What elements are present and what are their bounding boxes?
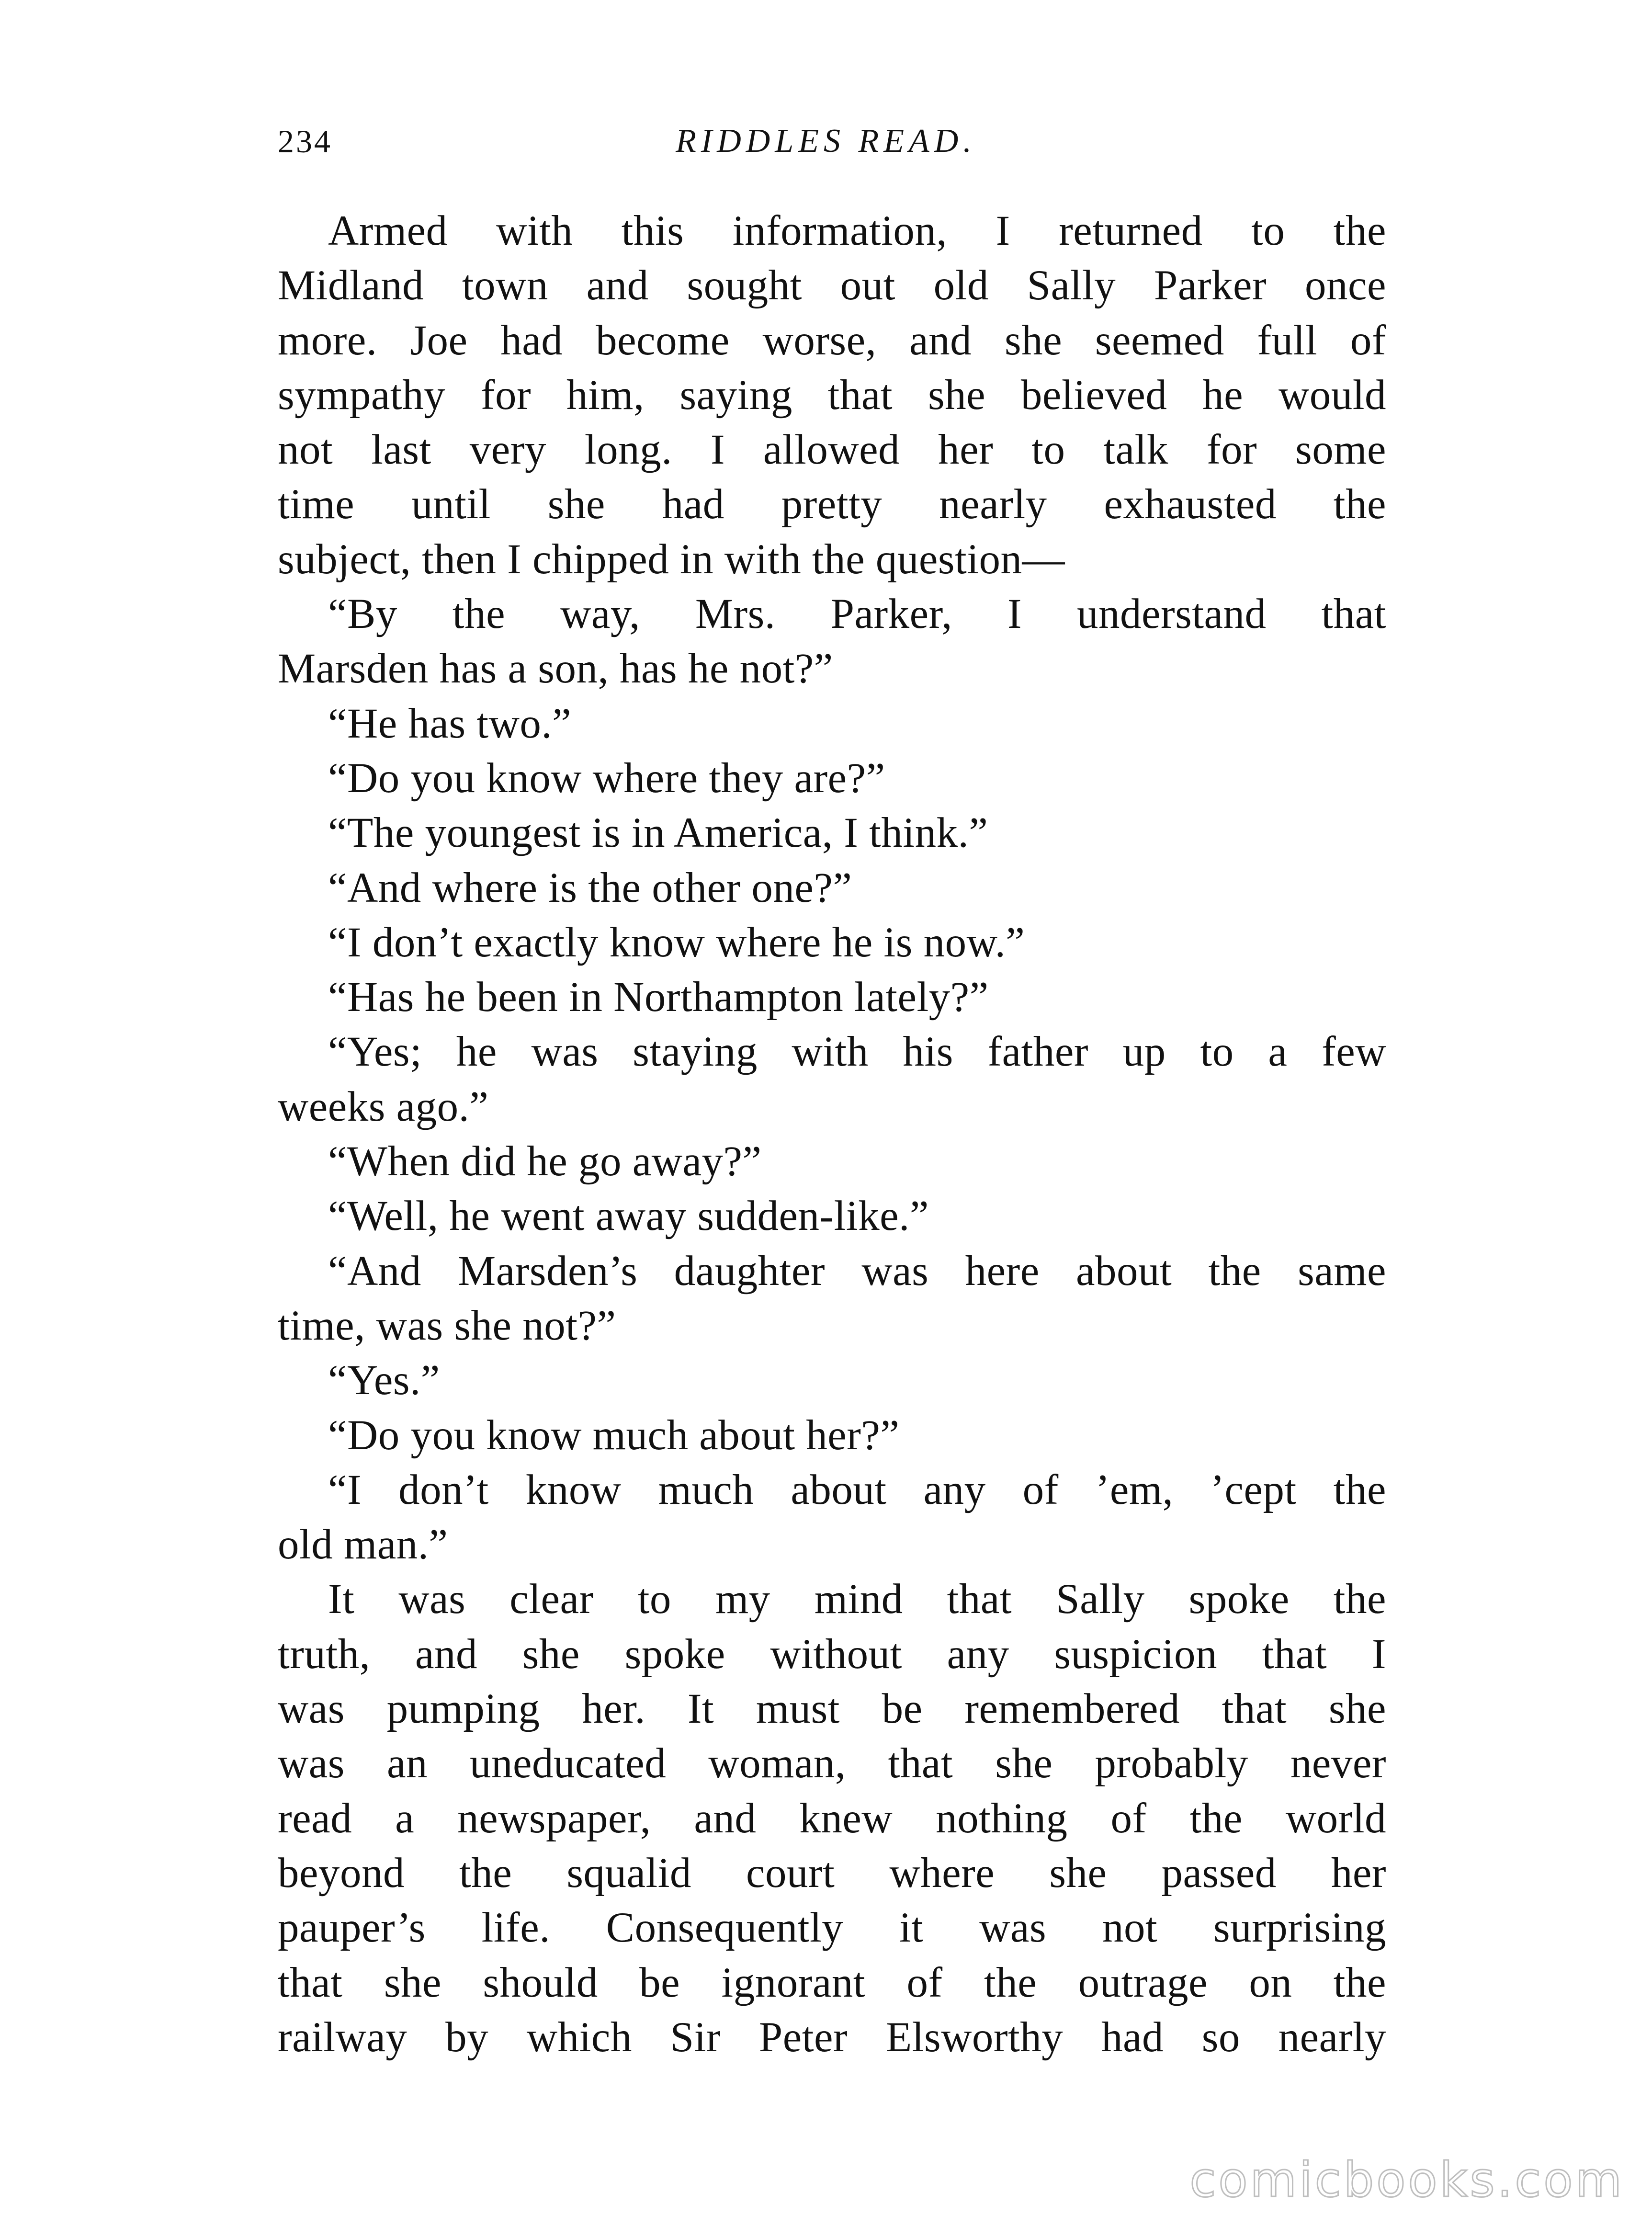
body-text	[278, 204, 1386, 2065]
text-line: “Do you know much about her?”	[328, 1411, 900, 1459]
text-line: “And Marsden’s daughter was here about the same	[328, 1247, 1386, 1295]
text-line: “Has he been in Northampton lately?”	[328, 974, 989, 1021]
page-number: 234	[278, 123, 332, 159]
text-line: “Well, he went away sudden-like.”	[328, 1193, 929, 1240]
watermark: comicbooks.com	[1189, 2152, 1624, 2208]
text-line: “And where is the other one?”	[328, 864, 852, 911]
text-line: “When did he go away?”	[328, 1138, 762, 1185]
text-line: time, was she not?”	[278, 1302, 616, 1349]
text-line: Armed with this information, I returned to the	[328, 207, 1386, 254]
text-line: It was clear to my mind that Sally spoke the	[328, 1576, 1386, 1623]
text-line: “I don’t know much about any of ’em, ’cept the	[328, 1466, 1386, 1513]
text-line: “The youngest is in America, I think.”	[328, 809, 988, 857]
text-line: weeks ago.”	[278, 1083, 489, 1130]
text-line: “He has two.”	[328, 700, 572, 747]
text-line: Marsden has a son, has he not?”	[278, 645, 833, 693]
text-line: railway by which Sir Peter Elsworthy had so nearly	[278, 2013, 1386, 2061]
text-line: “Yes.”	[328, 1357, 440, 1404]
text-line: “Yes; he was staying with his father up to a few	[328, 1028, 1386, 1076]
text-line: “By the way, Mrs. Parker, I understand that	[328, 591, 1386, 638]
text-line: truth, and she spoke without any suspicion that I	[278, 1630, 1386, 1678]
text-line: read a newspaper, and knew nothing of the world	[278, 1795, 1386, 1842]
text-line: pauper’s life. Consequently it was not surprising	[278, 1904, 1386, 1952]
text-line: “I don’t exactly know where he is now.”	[328, 919, 1025, 966]
text-line: not last very long. I allowed her to talk for some	[278, 426, 1386, 474]
text-line: Midland town and sought out old Sally Parker once	[278, 262, 1386, 309]
text-line: was pumping her. It must be remembered that she	[278, 1685, 1386, 1733]
text-line: was an uneducated woman, that she probably never	[278, 1740, 1386, 1787]
text-line: time until she had pretty nearly exhausted the	[278, 481, 1386, 528]
text-line: old man.”	[278, 1521, 448, 1568]
running-head: RIDDLES READ.	[676, 123, 976, 159]
text-line: more. Joe had become worse, and she seemed full of	[278, 317, 1386, 364]
text-line: sympathy for him, saying that she believed he would	[278, 371, 1386, 419]
text-line: that she should be ignorant of the outrage on the	[278, 1959, 1386, 2006]
text-line: “Do you know where they are?”	[328, 754, 885, 802]
text-line: subject, then I chipped in with the question—	[278, 535, 1065, 583]
page-header	[0, 115, 1652, 168]
text-line: beyond the squalid court where she passed her	[278, 1849, 1386, 1897]
